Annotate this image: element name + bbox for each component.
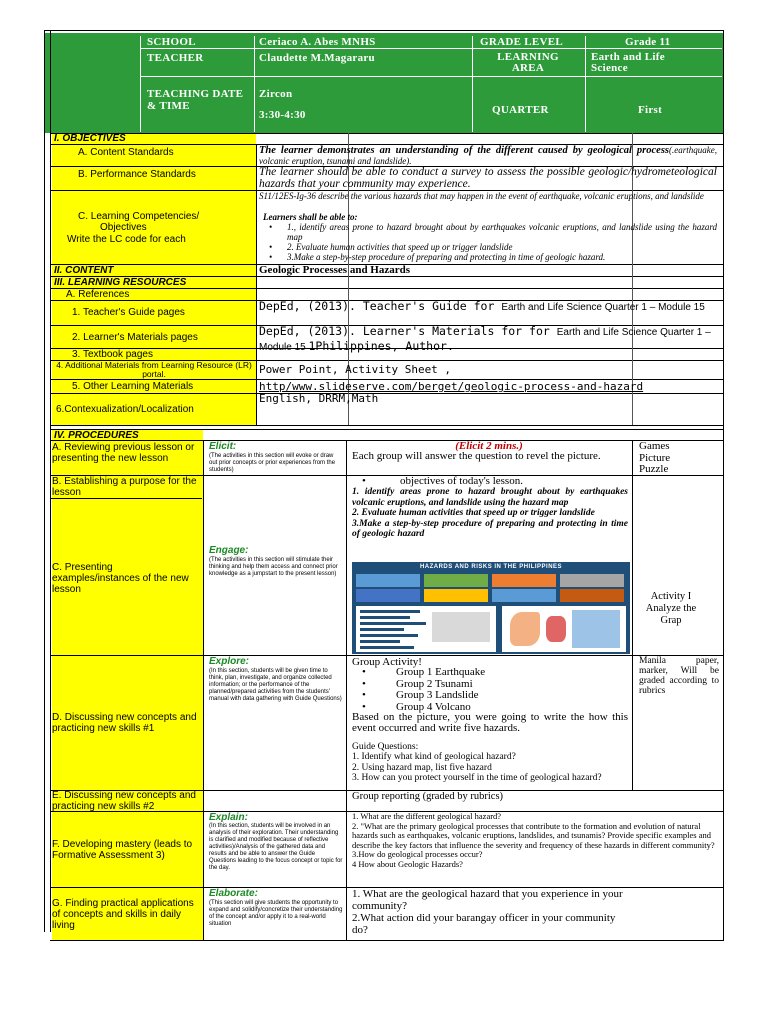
procedure-a-label: A. Reviewing previous lesson or presenting the new lesson bbox=[52, 442, 195, 464]
landslide-icon bbox=[356, 589, 420, 602]
explain-item: 2. "What are the primary geological processes that contribute to the formation and evolution of natural hazards such as earthquakes, volcanic eruptions, landslides, and tsunamis? Provide specific examples and describe the key factors that influence the severity and frequency of these hazards in different community? bbox=[352, 820, 715, 850]
procedure-e-label: E. Discussing new concepts and practicing new skills #2 bbox=[52, 790, 196, 812]
objectives-heading: I. OBJECTIVES bbox=[54, 133, 126, 144]
elaborate-item: 1. What are the geological hazard that you experience in your community? bbox=[352, 888, 623, 912]
procedure-g-label: G. Finding practical applications of concepts and skills in daily living bbox=[52, 898, 194, 931]
volcano-icon bbox=[560, 574, 624, 587]
learners-materials-text bbox=[259, 324, 721, 354]
grade-level-label: GRADE LEVEL bbox=[480, 36, 564, 48]
elaborate-description: (This section will give students the opportunity to expand and solidify/concretize their understanding of the concept and/or apply it to a real-world situation bbox=[209, 900, 343, 927]
engage-description: (The activities in this section will stimulate their thinking and help them access and connect prior knowledge as a jumpstart to the present lesson) bbox=[209, 557, 338, 577]
objectives-bullet bbox=[352, 475, 628, 487]
guide-item: 3. How can you protect yourself in the time of geological hazard? bbox=[352, 773, 602, 783]
contextualization-label: 6.Contexualization/Localization bbox=[56, 404, 194, 415]
explore-title: Explore: bbox=[209, 656, 250, 667]
explain-item: 4 How about Geologic Hazards? bbox=[352, 858, 463, 869]
performance-standards-text: The learner should be able to conduct a survey to assess the possible geologic/hydrometeological hazards that your community may experience. bbox=[259, 166, 717, 190]
group-item: • Group 4 Volcano bbox=[352, 702, 628, 714]
elaborate-item: 2.What action did your barangay officer in your community do? bbox=[352, 912, 616, 936]
hazards-infographic bbox=[352, 562, 630, 654]
tsunami-icon bbox=[492, 589, 556, 602]
group-list bbox=[352, 667, 628, 713]
teaching-time: 3:30-4:30 bbox=[259, 109, 306, 121]
procedure-f-label: F. Developing mastery (leads to Formative Assessment 3) bbox=[52, 839, 193, 861]
contextualization: English, DRRM,Math bbox=[259, 392, 379, 405]
procedures-heading: IV. PROCEDURES bbox=[54, 430, 139, 441]
guide-questions bbox=[352, 752, 628, 784]
performance-standards-label: B. Performance Standards bbox=[78, 169, 196, 180]
purpose-list bbox=[352, 487, 628, 540]
content-standards-text bbox=[259, 145, 717, 167]
content-heading: II. CONTENT bbox=[54, 265, 114, 276]
teachers-guide-b: Earth and Life Science Quarter 1 – Module 15 bbox=[501, 302, 705, 313]
teacher-name: Claudette M.Magararu bbox=[259, 52, 375, 64]
guide-item: 1. Identify what kind of geological hazard? bbox=[352, 752, 516, 762]
teachers-guide-label: 1. Teacher's Guide pages bbox=[72, 307, 185, 318]
content-standards-rest: (.earthquake, volcanic eruption, tsunami and landslide). bbox=[259, 145, 717, 166]
purpose-item: 3.Make a step-by-step procedure of preparing and protecting in time of geologic hazard bbox=[352, 518, 628, 539]
teachers-guide-a: DepEd, (2013). Teacher's Guide for bbox=[259, 299, 502, 313]
storm-surge-icon bbox=[492, 574, 556, 587]
group-reporting: Group reporting (graded by rubrics) bbox=[352, 791, 504, 802]
explore-material: Manila paper, marker, Will be graded according to rubrics bbox=[639, 656, 719, 696]
engage-title: Engage: bbox=[209, 545, 249, 556]
elicit-title: Elicit: bbox=[209, 441, 237, 452]
competency-item: • 2. Evaluate human activities that speed up or trigger landslide bbox=[259, 242, 717, 252]
group-activity: Group Activity! bbox=[352, 656, 422, 668]
procedure-b-label: B. Establishing a purpose for the lesson bbox=[52, 476, 197, 498]
procedure-d-label: D. Discussing new concepts and practicing new skills #1 bbox=[52, 712, 197, 734]
competency-list bbox=[259, 222, 717, 262]
explain-title: Explain: bbox=[209, 812, 248, 823]
purpose-item: 1. identify areas prone to hazard brought about by earthquakes volcanic eruptions, and landslide using the hazard map bbox=[352, 487, 628, 508]
infographic-title: HAZARDS AND RISKS IN THE PHILIPPINES bbox=[419, 564, 563, 570]
teacher-label: TEACHER bbox=[147, 52, 204, 64]
purpose-item: 2. Evaluate human activities that speed up or trigger landslide bbox=[352, 508, 595, 518]
competencies-label-3: Write the LC code for each bbox=[67, 234, 186, 245]
infographic-stats bbox=[356, 606, 496, 652]
explore-description: (In this section, students will be given time to think, plan, investigate, and organize collected information; or the performance of the planned/prepared activities from the students' manual with data gathering with Guide Questions) bbox=[209, 668, 342, 702]
group-item: • Group 2 Tsunami bbox=[352, 679, 628, 691]
learners-label: Learners shall be able to: bbox=[263, 212, 358, 222]
textbook-label: 3. Textbook pages bbox=[72, 349, 153, 360]
content-value: Geologic Processes and Hazards bbox=[259, 264, 411, 276]
philippines-map-icon bbox=[502, 606, 626, 652]
learning-area: Earth and Life Science bbox=[591, 51, 665, 74]
teachers-guide-text bbox=[259, 299, 719, 314]
group-item: • Group 1 Earthquake bbox=[352, 667, 628, 679]
objectives-bullet-list bbox=[352, 475, 628, 487]
additional-materials-label: 4. Additional Materials from Learning Resource (LR) portal. bbox=[56, 360, 252, 379]
hazard-tiles bbox=[356, 574, 626, 602]
content-standards-bold: The learner demonstrates an understanding of the different caused by geological process bbox=[259, 145, 670, 156]
competencies-label-1: C. Learning Competencies/ bbox=[78, 211, 200, 222]
competency-code: S11/12ES-Ig-36 describe the various hazards that may happen in the event of earthquake, volcanic eruptions, and landslide bbox=[259, 191, 704, 201]
other-materials-link[interactable]: http/www.slideserve.com/berget/geologic-process-and-hazard bbox=[259, 380, 644, 393]
earthquake-icon bbox=[424, 589, 488, 602]
explore-text: Based on the picture, you were going to write the how this event occurred and write five hazards. bbox=[352, 711, 628, 734]
procedure-c-label: C. Presenting examples/instances of the new lesson bbox=[52, 562, 189, 595]
elaborate-questions bbox=[352, 888, 632, 936]
elicit-description: (The activities in this section will evoke or draw out prior concepts or prior experiences from the students) bbox=[209, 453, 336, 473]
competencies-label-2: Objectives bbox=[100, 222, 147, 233]
other-materials-label: 5. Other Learning Materials bbox=[72, 381, 194, 392]
objectives-bullet-text: objectives of today's lesson. bbox=[400, 475, 523, 487]
explain-description: (In this section, students will be involved in an analysis of their exploration. Their understanding is clarified and modified because of reflective activities)/Analysis of the gathered data and results and be able to answer the Guide Questions leading to the focus concept or topic for the day. bbox=[209, 823, 343, 871]
references-label: A. References bbox=[66, 289, 130, 300]
explain-item: 3.How do geological processes occur? bbox=[352, 849, 483, 860]
content-standards-label: A. Content Standards bbox=[78, 147, 174, 158]
guide-questions-label: Guide Questions: bbox=[352, 742, 419, 752]
competency-item: • 3.Make a step-by-step procedure of preparing and protecting in time of geologic hazard. bbox=[259, 252, 717, 262]
flood-icon bbox=[424, 574, 488, 587]
quarter: First bbox=[638, 104, 663, 116]
section-name: Zircon bbox=[259, 88, 293, 100]
learners-materials-b: Earth and Life Science Quarter 1 – Module 15 bbox=[259, 327, 711, 353]
activity-text: Activity I Analyze the Grap bbox=[645, 591, 697, 626]
explain-questions bbox=[352, 812, 722, 870]
drought-icon bbox=[560, 589, 624, 602]
procedures-label-column bbox=[52, 430, 203, 940]
resources-heading: III. LEARNING RESOURCES bbox=[54, 277, 187, 288]
learning-area-label: LEARNING AREA bbox=[497, 51, 559, 74]
learners-materials-label: 2. Learner's Materials pages bbox=[72, 332, 198, 343]
explain-item: 1. What are the different geological hazard? bbox=[352, 811, 502, 821]
school-name: Ceriaco A. Abes MNHS bbox=[259, 36, 376, 48]
school-label: SCHOOL bbox=[147, 36, 196, 48]
competency-item: • 1., identify areas prone to hazard brought about by earthquakes volcanic eruptions, and landslide using the hazard map bbox=[259, 222, 717, 242]
guide-item: 2. Using hazard map, list five hazard bbox=[352, 762, 492, 773]
group-item: • Group 3 Landslide bbox=[352, 690, 628, 702]
grade-level: Grade 11 bbox=[625, 36, 671, 48]
elicit-material: Games Picture Puzzle bbox=[639, 440, 671, 475]
typhoon-icon bbox=[356, 574, 420, 587]
learners-materials-a: DepEd, (2013). Learner's Materials for for bbox=[259, 324, 557, 338]
elicit-text: Each group will answer the question to revel the picture. bbox=[352, 450, 601, 462]
elicit-time: (Elicit 2 mins.) bbox=[455, 440, 523, 452]
additional-materials: Power Point, Activity Sheet , bbox=[259, 363, 452, 376]
teaching-date-label: TEACHING DATE & TIME bbox=[147, 88, 244, 112]
quarter-label: QUARTER bbox=[492, 104, 549, 116]
elaborate-title: Elaborate: bbox=[209, 888, 258, 899]
learners-materials-c: 1Philippines, Author. bbox=[308, 339, 454, 353]
